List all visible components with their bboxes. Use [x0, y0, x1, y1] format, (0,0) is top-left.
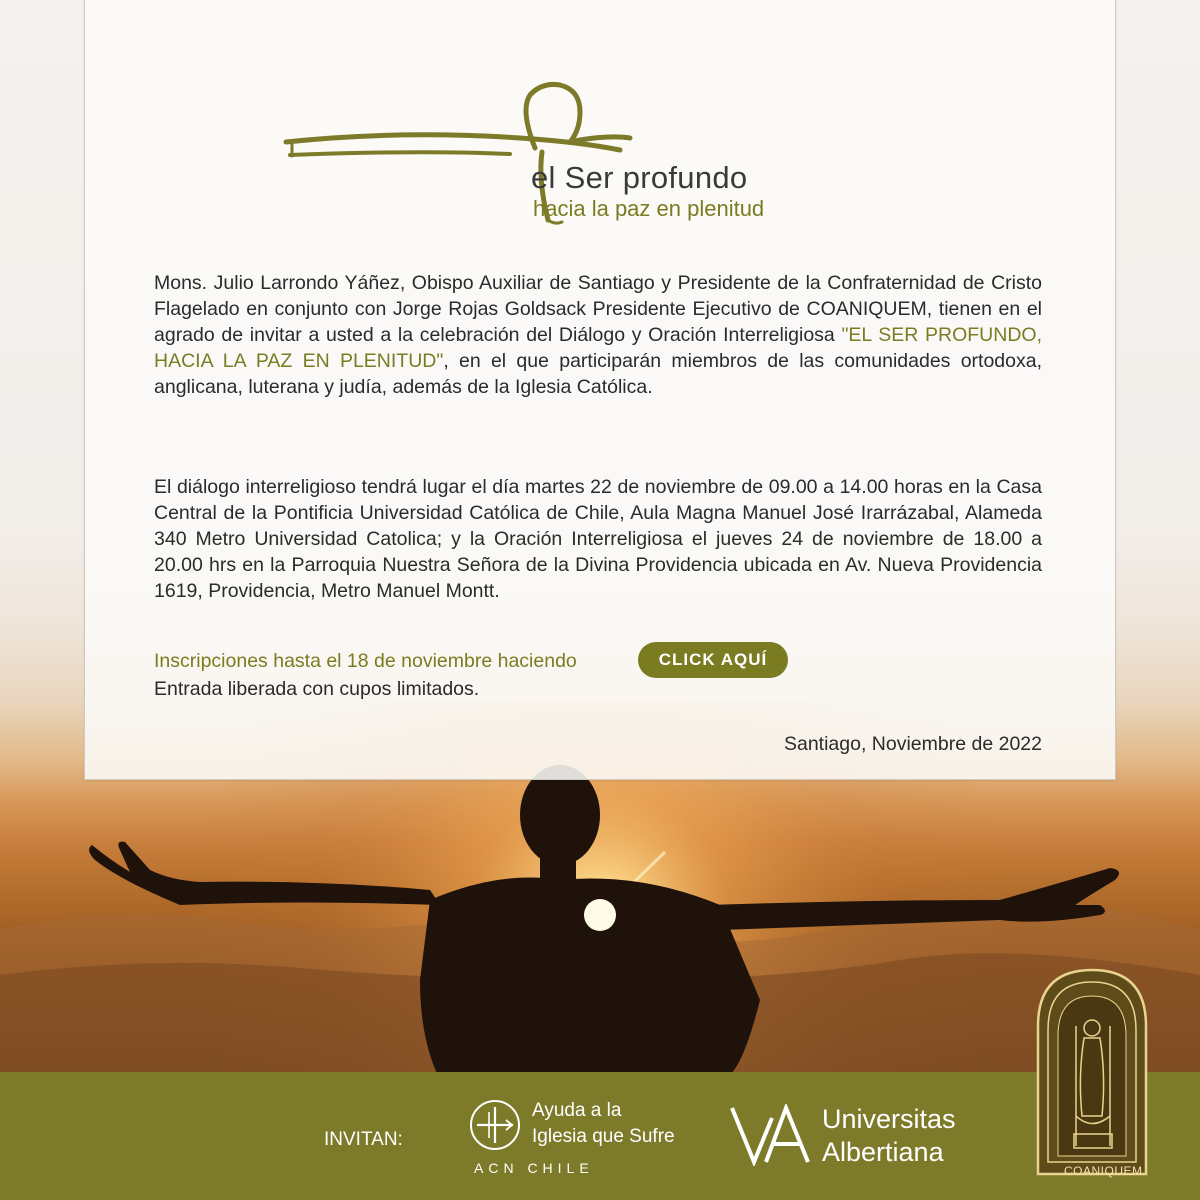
registration-text: Inscripciones hasta el 18 de noviembre haciendo	[154, 650, 577, 672]
circle-cross-icon	[468, 1098, 522, 1152]
acn-name-line1: Ayuda a la	[532, 1100, 622, 1121]
coaniquem-seal-icon	[1032, 966, 1152, 1180]
acn-name-line2: Iglesia que Sufre	[532, 1126, 675, 1147]
logo-subtitle: hacia la paz en plenitud	[533, 196, 765, 221]
place-date: Santiago, Noviembre de 2022	[783, 733, 1042, 755]
intro-paragraph	[154, 270, 1042, 400]
card-content	[84, 0, 1116, 780]
logo-title: el Ser profundo	[531, 160, 748, 195]
click-here-button[interactable]: CLICK AQUÍ	[638, 642, 788, 678]
acn-subtitle: ACN CHILE	[474, 1160, 594, 1176]
seal-label: COANIQUEM	[1064, 1164, 1143, 1178]
invitan-label: INVITAN:	[324, 1129, 403, 1150]
event-title-highlight: "EL SER PROFUNDO, HACIA LA PAZ EN PLENITUD"	[154, 324, 1042, 372]
intro-text-start: Mons. Julio Larrondo Yáñez, Obispo Auxiliar de Santiago y Presidente de la Confraternidad de Cristo Flagelado en conjunto con Jorge Rojas Goldsack Presidente Ejecutivo de COANIQUEM, tienen en el agrado de invitar a usted a la celebración del Diálogo y Oración Interreligiosa	[154, 272, 1042, 346]
ua-name-line2: Albertiana	[822, 1137, 944, 1167]
schedule-paragraph: El diálogo interreligioso tendrá lugar el día martes 22 de noviembre de 09.00 a 14.00 horas en la Casa Central de la Pontificia Universidad Católica de Chile, Aula Magna Manuel José Irarrázabal, Alameda 340 Metro Universidad Catolica; y la Oración Interreligiosa el jueves 24 de noviembre de 18.00 a 20.00 hrs en la Parroquia Nuestra Señora de la Divina Providencia ubicada en Av. Nueva Providencia 1619, Providencia, Metro Manuel Montt.	[154, 476, 1042, 602]
va-monogram-icon	[730, 1104, 812, 1166]
ua-name-line1: Universitas	[822, 1104, 956, 1134]
entry-note: Entrada liberada con cupos limitados.	[154, 678, 480, 700]
intro-text-end: , en el que participarán miembros de las comunidades ortodoxa, anglicana, luterana y judía, además de la Iglesia Católica.	[154, 350, 1042, 398]
